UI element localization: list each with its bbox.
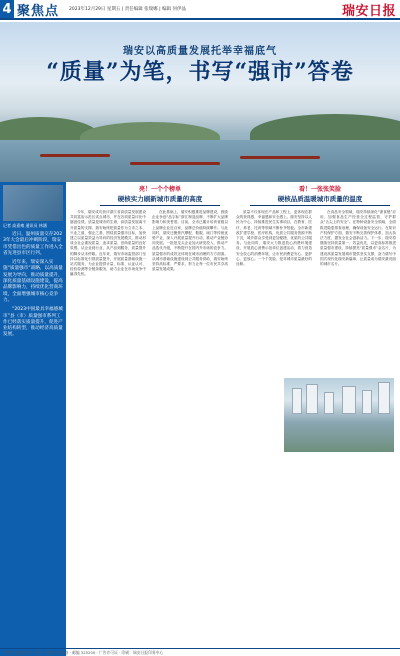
section-heading-a	[100, 184, 220, 206]
section-heading-b	[250, 184, 390, 206]
dragon-boat	[40, 154, 110, 157]
newspaper-logo: 瑞安日报	[341, 3, 396, 19]
building-shape	[342, 386, 356, 414]
hero-banner	[0, 22, 400, 182]
lead-paragraph: 近年来，瑞安深入实施“质量强市”战略，以高质量发展为导向，推动质量提升，深化质量基础设施建设，提高品牌影响力，持续优化营商环境，全面增强城市核心竞争力。	[3, 260, 63, 303]
divider	[250, 205, 390, 206]
section-b-title: 硬核品质温暖城市质量的温度	[277, 195, 363, 203]
article-column-4	[320, 210, 396, 374]
article-column-1	[70, 210, 146, 640]
header-meta: 2023年12月29日 星期五 | 责任编辑 张瑞娜 | 编辑 何伊晶	[69, 7, 186, 12]
building-shape	[306, 384, 318, 414]
lead-column	[0, 182, 66, 656]
dragon-boat	[130, 162, 220, 165]
section-a-title: 硬核实力刷新城市质量的高度	[117, 195, 203, 203]
page-footer: 瑞安日报社出版 · 社址：瑞安市万松路 · 邮编 325200 · 广告许可证 · 印刷：瑞安日报印务中心	[0, 648, 400, 656]
section-a-label: 亮！一个个榜单	[138, 186, 181, 193]
dragon-boat	[240, 156, 320, 159]
section-b-label: 看！一张张笑脸	[298, 186, 341, 193]
page-header	[0, 0, 400, 20]
lead-photo	[3, 185, 63, 221]
lead-paragraph: “2023中国最具幸福感城市”县（市）质量强市系列工作已经落实质量提升，促进产业结构转型，推动经济高质量发展。	[3, 307, 63, 338]
building-shape	[378, 382, 390, 414]
building-shape	[324, 392, 334, 414]
article-paragraph: 在食品安全领域，瑞安持续深化“浙食链”应用，加强食品生产经营全过程监管，守护群众“舌尖上的安全”。在特种设备安全领域，全面推进隐患排查治理，确保设备安全运行。在知识产权保护方面，瑞安不断完善保护体系，加大执法力度，激发全社会创新活力。下一步，瑞安将继续坚持质量第一、效益优先，以更高标准推进质量强市建设，持续擦亮“质量强市”金名片，为建设高质量发展城市提供坚实支撑，奋力谱写中国式现代化瑞安新篇章，让质量成为瑞安最亮丽的城市名片。	[320, 210, 396, 267]
divider	[100, 205, 220, 206]
article-paragraph: 在此基础上，瑞安积极推进品牌建设，鼓励企业争创“品字标”浙江制造品牌，不断扩大品牌影响力和美誉度。目前，全市已累计培育省级以上品牌企业近百家，品牌总价值持续攀升。与此同时，瑞安还聚焦汽摩配、鞋服、阀门等传统优势产业，深入开展质量提升行动，推动产业链协同发展。一批批龙头企业加大研发投入，推动产品迭代升级，不断提升在国内外市场的竞争力。质量强市的成效还体现在城市治理的方方面面。从城市基础设施建设到公共服务供给，瑞安始终坚持高标准、严要求，努力让每一位市民共享高质量发展成果。	[152, 210, 228, 272]
lead-paragraph: 近日，温州质量交存2023年大会最后冲刺阶段，瑞安市凭借出色的质量工作进入全省先进县市区行列。	[3, 232, 63, 256]
building-shape	[362, 390, 372, 414]
section-name: 聚焦点	[17, 3, 60, 19]
river	[0, 140, 400, 182]
article-paragraph: 质量不仅体现在产品和工程上，更体现在群众的获得感、幸福感和安全感上。瑞安坚持以人民为中心，持续推进民生实事项目，在教育、医疗、养老、托育等领域不断补齐短板。全市新建改扩建学校、医疗机构，优质公共服务资源不断下沉，城乡群众享受到更加便捷、优质的公共服务。与此同时，瑞安大力推进放心消费环境建设，开展放心消费示范单位创建活动，着力营造安全放心的消费环境，让市民消费更安心、更舒心、更放心。一个个笑脸，是对城市质量最好的诠释。	[236, 210, 312, 267]
building-shape	[292, 388, 302, 414]
byline: 记者 高嘉雍 通讯员 林涵	[3, 223, 47, 228]
page-number: 4	[0, 0, 14, 18]
article-column-2	[152, 210, 228, 640]
hero-subtitle: 瑞安以高质量发展托举幸福底气	[123, 46, 277, 57]
hero-title: “质量”为笔，书写“强市”答卷	[46, 59, 354, 85]
city-photo	[284, 378, 394, 452]
article-paragraph: 今年，瑞安成功获评浙江省高质量发展建设共同富裕示范区试点城市，并在各项质量评比中屡创佳绩。质量是城市的生命，高质量发展离不开质量的支撑。瑞安始终把质量作为立市之本、兴业之道、强企之基，围绕质量强市目标，加快建立以质量效益为导向的经济发展模式，推动形成全社会重视质量、追求质量、崇尚质量的良好氛围。从企业到行业，从产品到服务，质量提升的脚步从未停歇。近年来，瑞安市场监管部门坚持以标准化引领质量提升，开展质量基础设施一站式服务，为企业提供计量、标准、认证认可、检验检测等全链条服务，助力企业在市场竞争中赢得先机。	[70, 210, 146, 277]
